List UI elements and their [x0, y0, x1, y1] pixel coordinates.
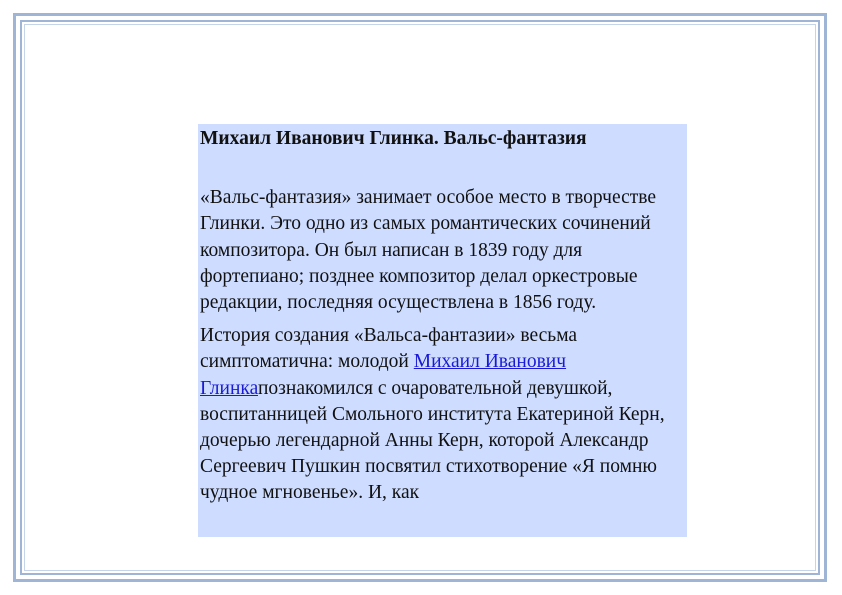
title-spacer — [200, 152, 683, 185]
paragraph-1: «Вальс-фантазия» занимает особое место в творчестве Глинки. Это одно из самых романтических сочинений композитора. Он был написан в 1839 году для фортепиано; позднее композитор делал оркестровые редакции, последняя осуществлена в 1856 году. — [200, 187, 657, 314]
paragraph-2-before-link: История создания «Вальса-фантазии» весьма симптоматична: молодой — [200, 325, 578, 373]
text-box — [198, 124, 687, 537]
glinka-link[interactable]: Михаил Иванович Глинка — [200, 351, 567, 399]
paragraph-2-after-link: познакомился с очаровательной девушкой, воспитанницей Смольного института Екатериной Керн, дочерью легендарной Анны Керн, которой Александр Сергеевич Пушкин посвятил стихотворение «Я помню чудное мгновенье». И, как — [200, 377, 665, 504]
document-title: Михаил Иванович Глинка. Вальс-фантазия — [200, 128, 587, 149]
paragraph-2 — [200, 323, 683, 506]
